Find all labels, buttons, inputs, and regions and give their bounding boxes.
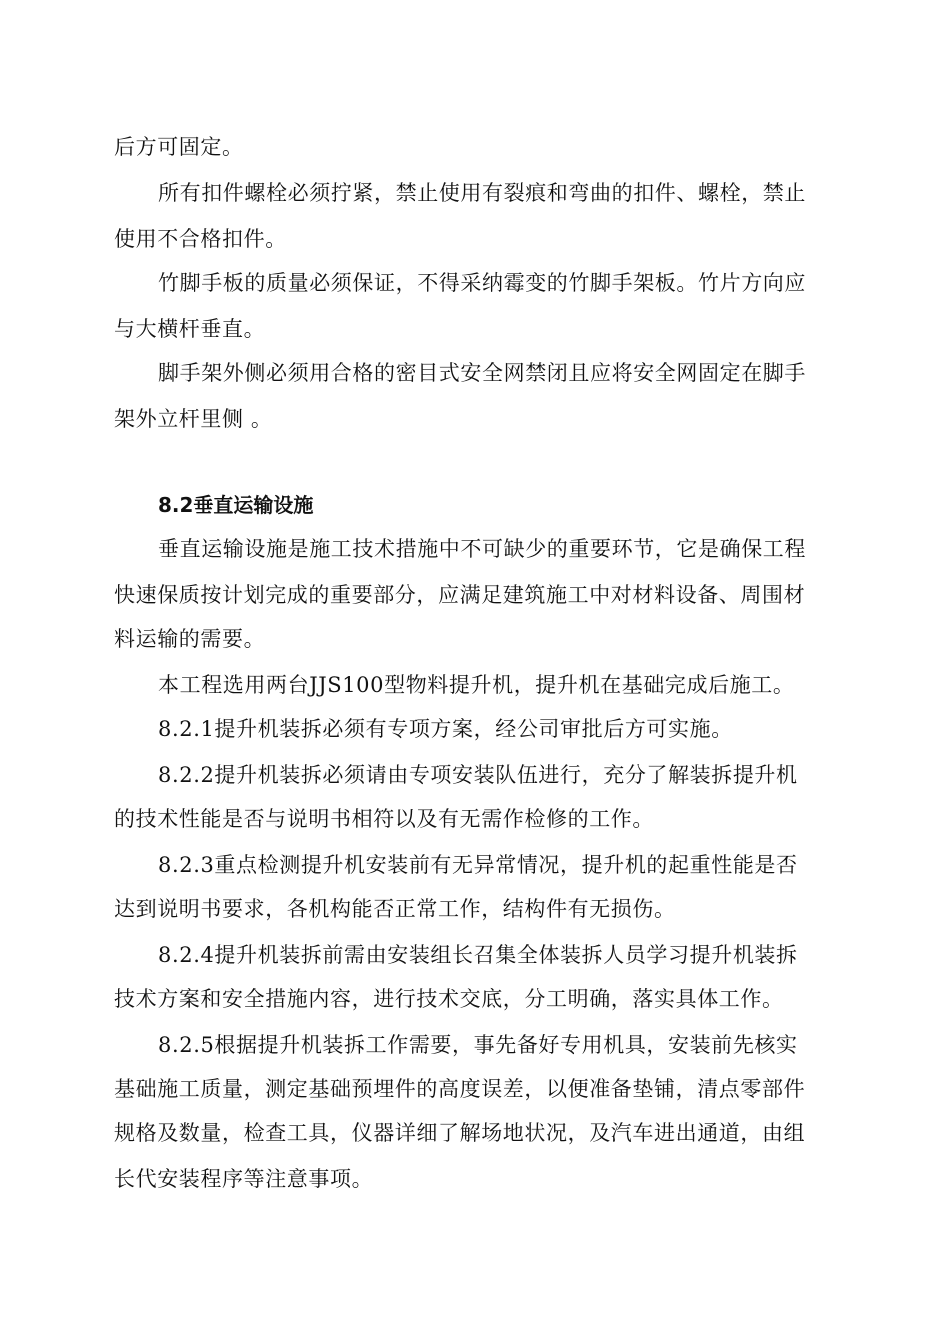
paragraph-line: 后方可固定。 [114,135,244,159]
paragraph-line: 长代安装程序等注意事项。 [114,1167,374,1191]
paragraph-line: 8.2.5根据提升机装拆工作需要，事先备好专用机具，安装前先核实 [158,1033,798,1057]
paragraph-line: 技术方案和安全措施内容，进行技术交底，分工明确，落实具体工作。 [114,987,784,1011]
paragraph-line: 垂直运输设施是施工技术措施中不可缺少的重要环节，它是确保工程 [158,537,806,561]
paragraph-line: 的技术性能是否与说明书相符以及有无需作检修的工作。 [114,807,654,831]
paragraph-line: 料运输的需要。 [114,627,266,651]
paragraph-line: 8.2.1提升机装拆必须有专项方案，经公司审批后方可实施。 [158,717,733,741]
paragraph-line: 规格及数量，检查工具，仪器详细了解场地状况，及汽车进出通道，由组 [114,1121,806,1145]
section-heading: 8.2垂直运输设施 [158,493,314,517]
paragraph-line: 快速保质按计划完成的重要部分，应满足建筑施工中对材料设备、周围材 [114,583,806,607]
paragraph-line: 脚手架外侧必须用合格的密目式安全网禁闭且应将安全网固定在脚手 [158,361,806,385]
paragraph-line: 达到说明书要求，各机构能否正常工作，结构件有无损伤。 [114,897,676,921]
paragraph-line: 8.2.4提升机装拆前需由安装组长召集全体装拆人员学习提升机装拆 [158,943,798,967]
paragraph-line: 8.2.3重点检测提升机安装前有无异常情况，提升机的起重性能是否 [158,853,798,877]
paragraph-line: 与大横杆垂直。 [114,317,266,341]
paragraph-line: 架外立杆里侧 。 [114,407,273,431]
paragraph-line: 竹脚手板的质量必须保证，不得采纳霉变的竹脚手架板。竹片方向应 [158,271,806,295]
paragraph-line: 本工程选用两台JJS100型物料提升机，提升机在基础完成后施工。 [158,673,795,697]
paragraph-line: 基础施工质量，测定基础预埋件的高度误差，以便准备垫铺，清点零部件 [114,1077,806,1101]
paragraph-line: 使用不合格扣件。 [114,227,287,251]
paragraph-line: 所有扣件螺栓必须拧紧，禁止使用有裂痕和弯曲的扣件、螺栓，禁止 [158,181,806,205]
paragraph-line: 8.2.2提升机装拆必须请由专项安装队伍进行，充分了解装拆提升机 [158,763,798,787]
